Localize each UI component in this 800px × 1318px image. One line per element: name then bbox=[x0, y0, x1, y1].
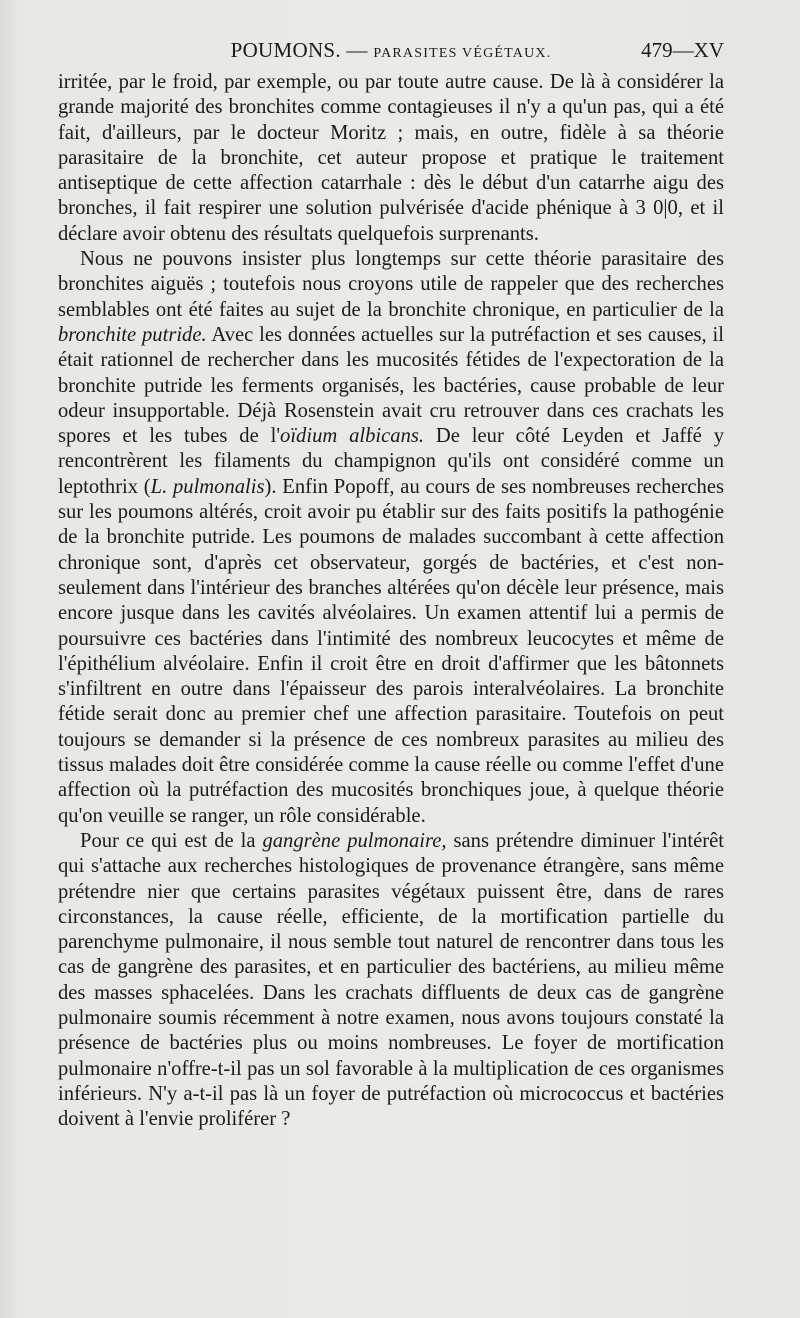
paragraph-2 bbox=[58, 247, 724, 829]
text-segment: De leur côté Leyden et Jaffé y rencontrèrent les filaments du champignon qu'ils ont considéré comme un leptothrix ( bbox=[58, 425, 724, 498]
header-title-line bbox=[58, 38, 724, 63]
italic-term-bronchite-putride: bronchite putride. bbox=[58, 323, 207, 346]
header-title: POUMONS. bbox=[230, 38, 341, 62]
italic-term-oidium-albicans: oïdium albicans. bbox=[280, 425, 425, 448]
paragraph-1-text: irritée, par le froid, par exemple, ou par toute autre cause. De là à considérer la grande majorité des bronchites comme contagieuses il n'y a qu'un pas, qui a été fait, d'ailleurs, par le docteur Moritz ; mais, en outre, fidèle à sa théorie parasitaire de la bronchite, cet auteur propose et pratique le traitement antiseptique de cette affection catarrhale : dès le début d'un catarrhe aigu des bronches, il fait respirer une solution pulvérisée d'acide phénique à 3 0|0, et il déclare avoir obtenu des résultats quelquefois surprenants. bbox=[58, 71, 724, 245]
paragraph-3 bbox=[58, 829, 724, 1133]
page-number: 479—XV bbox=[641, 38, 724, 62]
running-header bbox=[58, 38, 724, 68]
text-segment: Avec les données actuelles sur la putréfaction et ses causes, il était rationnel de rechercher dans les mucosités fétides de l'expectoration de la bronchite putride les ferments organisés, les bactéries, cause probable de leur odeur insupportable. Déjà Rosenstein avait cru retrouver dans ces crachats les spores et les tubes de l' bbox=[58, 323, 724, 448]
body-text bbox=[58, 70, 724, 1132]
text-segment: sans prétendre diminuer l'intérêt qui s'attache aux recherches histologiques de provenance étrangère, sans même prétendre nier que certains parasites végétaux puissent être, dans de rares circonstances, la cause réelle, efficiente, de la mortification partielle du parenchyme pulmonaire, il nous semble tout naturel de rencontrer dans tous les cas de gangrène des parasites, et en particulier des bactériens, au milieu même des masses sphacelées. Dans les crachats diffluents de deux cas de gangrène pulmonaire soumis récemment à notre examen, nous avons toujours constaté la présence de bactéries plus ou moins nombreuses. Le foyer de mortification pulmonaire n'offre-t-il pas un sol favorable à la multiplication de ces organismes inférieurs. N'y a-t-il pas là un foyer de putréfaction où micrococcus et bactéries doivent à l'envie proliférer ? bbox=[58, 829, 724, 1131]
italic-term-gangrene-pulmonaire: gangrène pulmonaire, bbox=[262, 829, 447, 852]
text-segment: ). Enfin Popoff, au cours de ses nombreuses recherches sur les poumons altérés, croit avoir pu établir sur des faits positifs la pathogénie de la bronchite putride. Les poumons de malades succombant à cette affection chronique sont, d'après cet observateur, gorgés de bactéries, et c'est non-seulement dans l'intérieur des branches altérées qu'on décèle leur présence, mais encore jusque dans les cavités alvéolaires. Un examen attentif lui a permis de poursuivre ces bactéries dans l'intimité des nombreux leucocytes et même de l'épithélium alvéolaire. Enfin il croit être en droit d'affirmer que les bâtonnets s'infiltrent en outre dans l'épaisseur des parois interalvéolaires. La bronchite fétide serait donc au premier chef une affection parasitaire. Toutefois on peut toujours se demander si la présence de ces nombreux parasites au milieu des tissus malades doit être considérée comme la cause réelle ou comme l'effet d'une affection où la putréfaction des mucosités bronchiques joue, à quelque théorie qu'on veuille se ranger, un rôle considérable. bbox=[58, 475, 724, 827]
header-dash: — bbox=[346, 38, 368, 62]
paragraph-1 bbox=[58, 70, 724, 247]
italic-term-l-pulmonalis: L. pulmonalis bbox=[150, 475, 265, 498]
text-segment: Pour ce qui est de la bbox=[80, 829, 263, 852]
text-segment: Nous ne pouvons insister plus longtemps sur cette théorie parasitaire des bronchites aiguës ; toutefois nous croyons utile de rappeler que des recherches semblables ont été faites au sujet de la bronchite chronique, en particulier de la bbox=[58, 248, 724, 321]
header-subtitle: PARASITES VÉGÉTAUX. bbox=[373, 46, 552, 61]
